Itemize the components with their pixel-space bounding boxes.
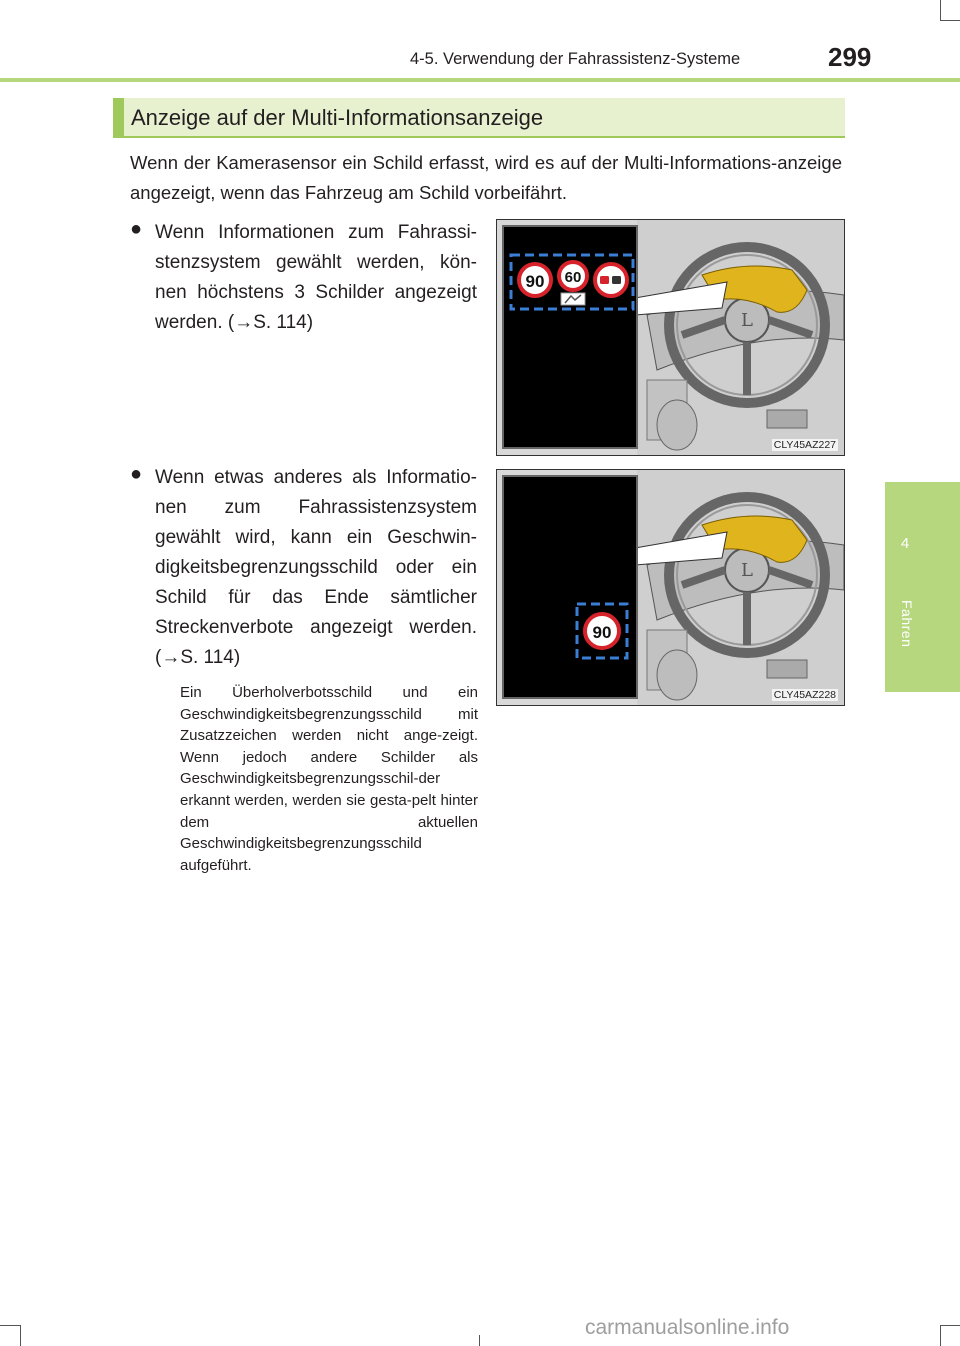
figure-illustration [497,220,844,455]
figure-cluster-single-sign [496,469,845,706]
crop-mark [20,1325,21,1346]
bullet-marker: ● [130,218,143,240]
chapter-tab-number: 4 [900,535,910,552]
section-path: 4-5. Verwendung der Fahrassistenz-Systeme [410,50,741,68]
crop-mark [940,1325,960,1326]
bullet-note: Ein Überholverbotsschild und ein Geschwindigkeitsbegrenzungsschild mit Zusatzzeichen werden nicht ange-zeigt. Wenn jedoch andere Schilder als Geschwindigkeitsbegrenzungsschil-der erkannt werden, werden sie gesta-pelt hinter dem aktuellen Geschwindigkeitsbegrenzungsschild aufgeführt. [180,684,478,874]
supplementary-sign-icon [561,293,585,305]
crop-mark [0,1325,20,1326]
figure-code: CLY45AZ227 [773,439,836,451]
figure-cluster-three-signs [496,219,845,456]
watermark: carmanualsonline.info [585,1316,790,1339]
svg-text:L: L [741,560,753,581]
crop-mark [940,20,960,21]
section-heading: Anzeige auf der Multi-Informationsanzeige [131,105,544,130]
bullet-marker: ● [130,463,143,485]
speed-limit-sign: 90 [525,272,545,291]
speed-limit-sign: 60 [564,269,582,286]
crop-mark [479,1335,480,1346]
svg-text:L: L [741,310,753,331]
figure-code: CLY45AZ228 [773,689,836,701]
bullet-text: Wenn etwas anderes als Informatio-nen zum Fahrassistenzsystem gewählt wird, kann ein Geschwin-digkeitsbegrenzungsschild oder ein Schild für das Ende sämtlicher Streckenverbote angezeigt werden. (→S. 114) [155,467,477,668]
figure-illustration [497,470,844,705]
section-heading-bar [113,98,124,138]
no-overtaking-sign-icon [595,264,627,296]
section-heading-rule [113,136,845,138]
speed-limit-sign: 90 [592,623,612,642]
intro-paragraph: Wenn der Kamerasensor ein Schild erfasst, wird es auf der Multi-Informations-anzeige angezeigt, wenn das Fahrzeug am Schild vorbeifährt. [130,152,842,203]
header-rule [0,78,960,82]
chapter-tab-label: Fahren [899,600,915,648]
crop-mark [940,0,941,20]
bullet-text: Wenn Informationen zum Fahrassi-stenzsystem gewählt werden, kön-nen höchstens 3 Schilder angezeigt werden. (→S. 114) [155,222,477,333]
page-number: 299 [828,42,872,72]
crop-mark [940,1325,941,1346]
